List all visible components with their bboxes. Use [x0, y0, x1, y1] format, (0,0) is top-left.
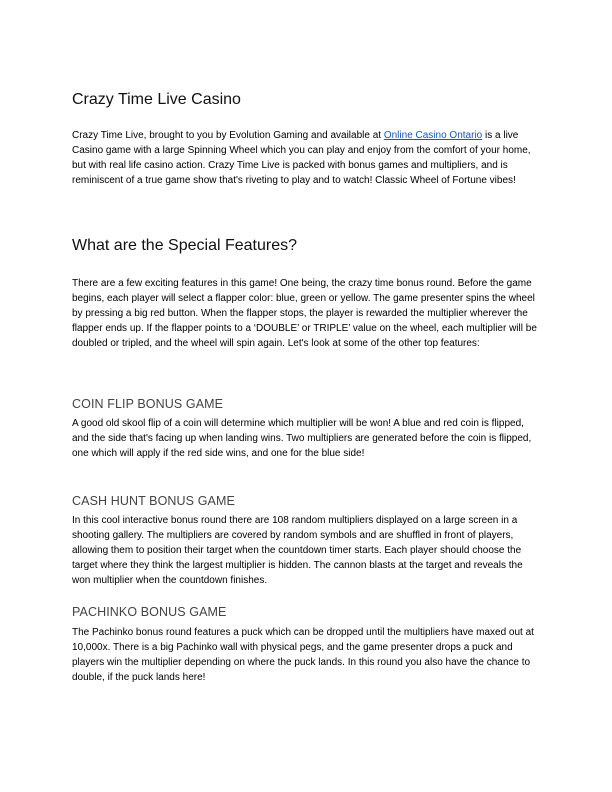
online-casino-ontario-link[interactable]: Online Casino Ontario	[383, 130, 483, 141]
coin-flip-heading: COIN FLIP BONUS GAME	[72, 397, 224, 411]
intro-text-start: Crazy Time Live, brought to you by Evolution Gaming and available at	[72, 130, 384, 141]
coin-flip-paragraph: A good old skool flip of a coin will determine which multiplier will be won! A blue and red coin is flipped, and the side that's facing up when landing wins. Two multipliers are generated before the coin is flipped, one which will apply if the red side wins, and one for the blue side!	[72, 418, 532, 459]
pachinko-paragraph: The Pachinko bonus round features a puck which can be dropped until the multipliers have maxed out at 10,000x. There is a big Pachinko wall with physical pegs, and the game presenter drops a puck and players win the multiplier depending on where the puck lands. In this round you also have the chance to double, if the puck lands here!	[72, 627, 534, 683]
page-title: Crazy Time Live Casino	[72, 91, 241, 108]
cash-hunt-heading: CASH HUNT BONUS GAME	[72, 494, 235, 508]
intro-paragraph	[72, 129, 540, 189]
pachinko-heading: PACHINKO BONUS GAME	[72, 605, 227, 619]
cash-hunt-paragraph: In this cool interactive bonus round there are 108 random multipliers displayed on a large screen in a shooting gallery. The multipliers are covered by random symbols and are shuffled in front of players, allowing them to position their target when the countdown timer starts. Each player should choose the target where they think the largest multiplier is hidden. The cannon blasts at the target and reveals the won multiplier when the countdown finishes.	[72, 515, 523, 586]
features-heading: What are the Special Features?	[72, 237, 298, 254]
intro-text-end: is a live Casino game with a large Spinning Wheel which you can play and enjoy from the comfort of your home, but with real life casino action. Crazy Time Live is packed with bonus games and multipliers, and is reminiscent of a true game show that's riveting to play and to watch! Classic Wheel of Fortune vibes!	[72, 130, 531, 186]
features-paragraph: There are a few exciting features in this game! One being, the crazy time bonus round. Before the game begins, each player will select a flapper color: blue, green or yellow. The game presenter spins the wheel by pressing a big red button. When the flapper stops, the player is rewarded the multiplier wherever the flapper ends up. If the flapper points to a ‘DOUBLE’ or TRIPLE’ value on the wheel, each multiplier will be doubled or tripled, and the wheel will spin again. Let's look at some of the other top features:	[72, 278, 537, 349]
